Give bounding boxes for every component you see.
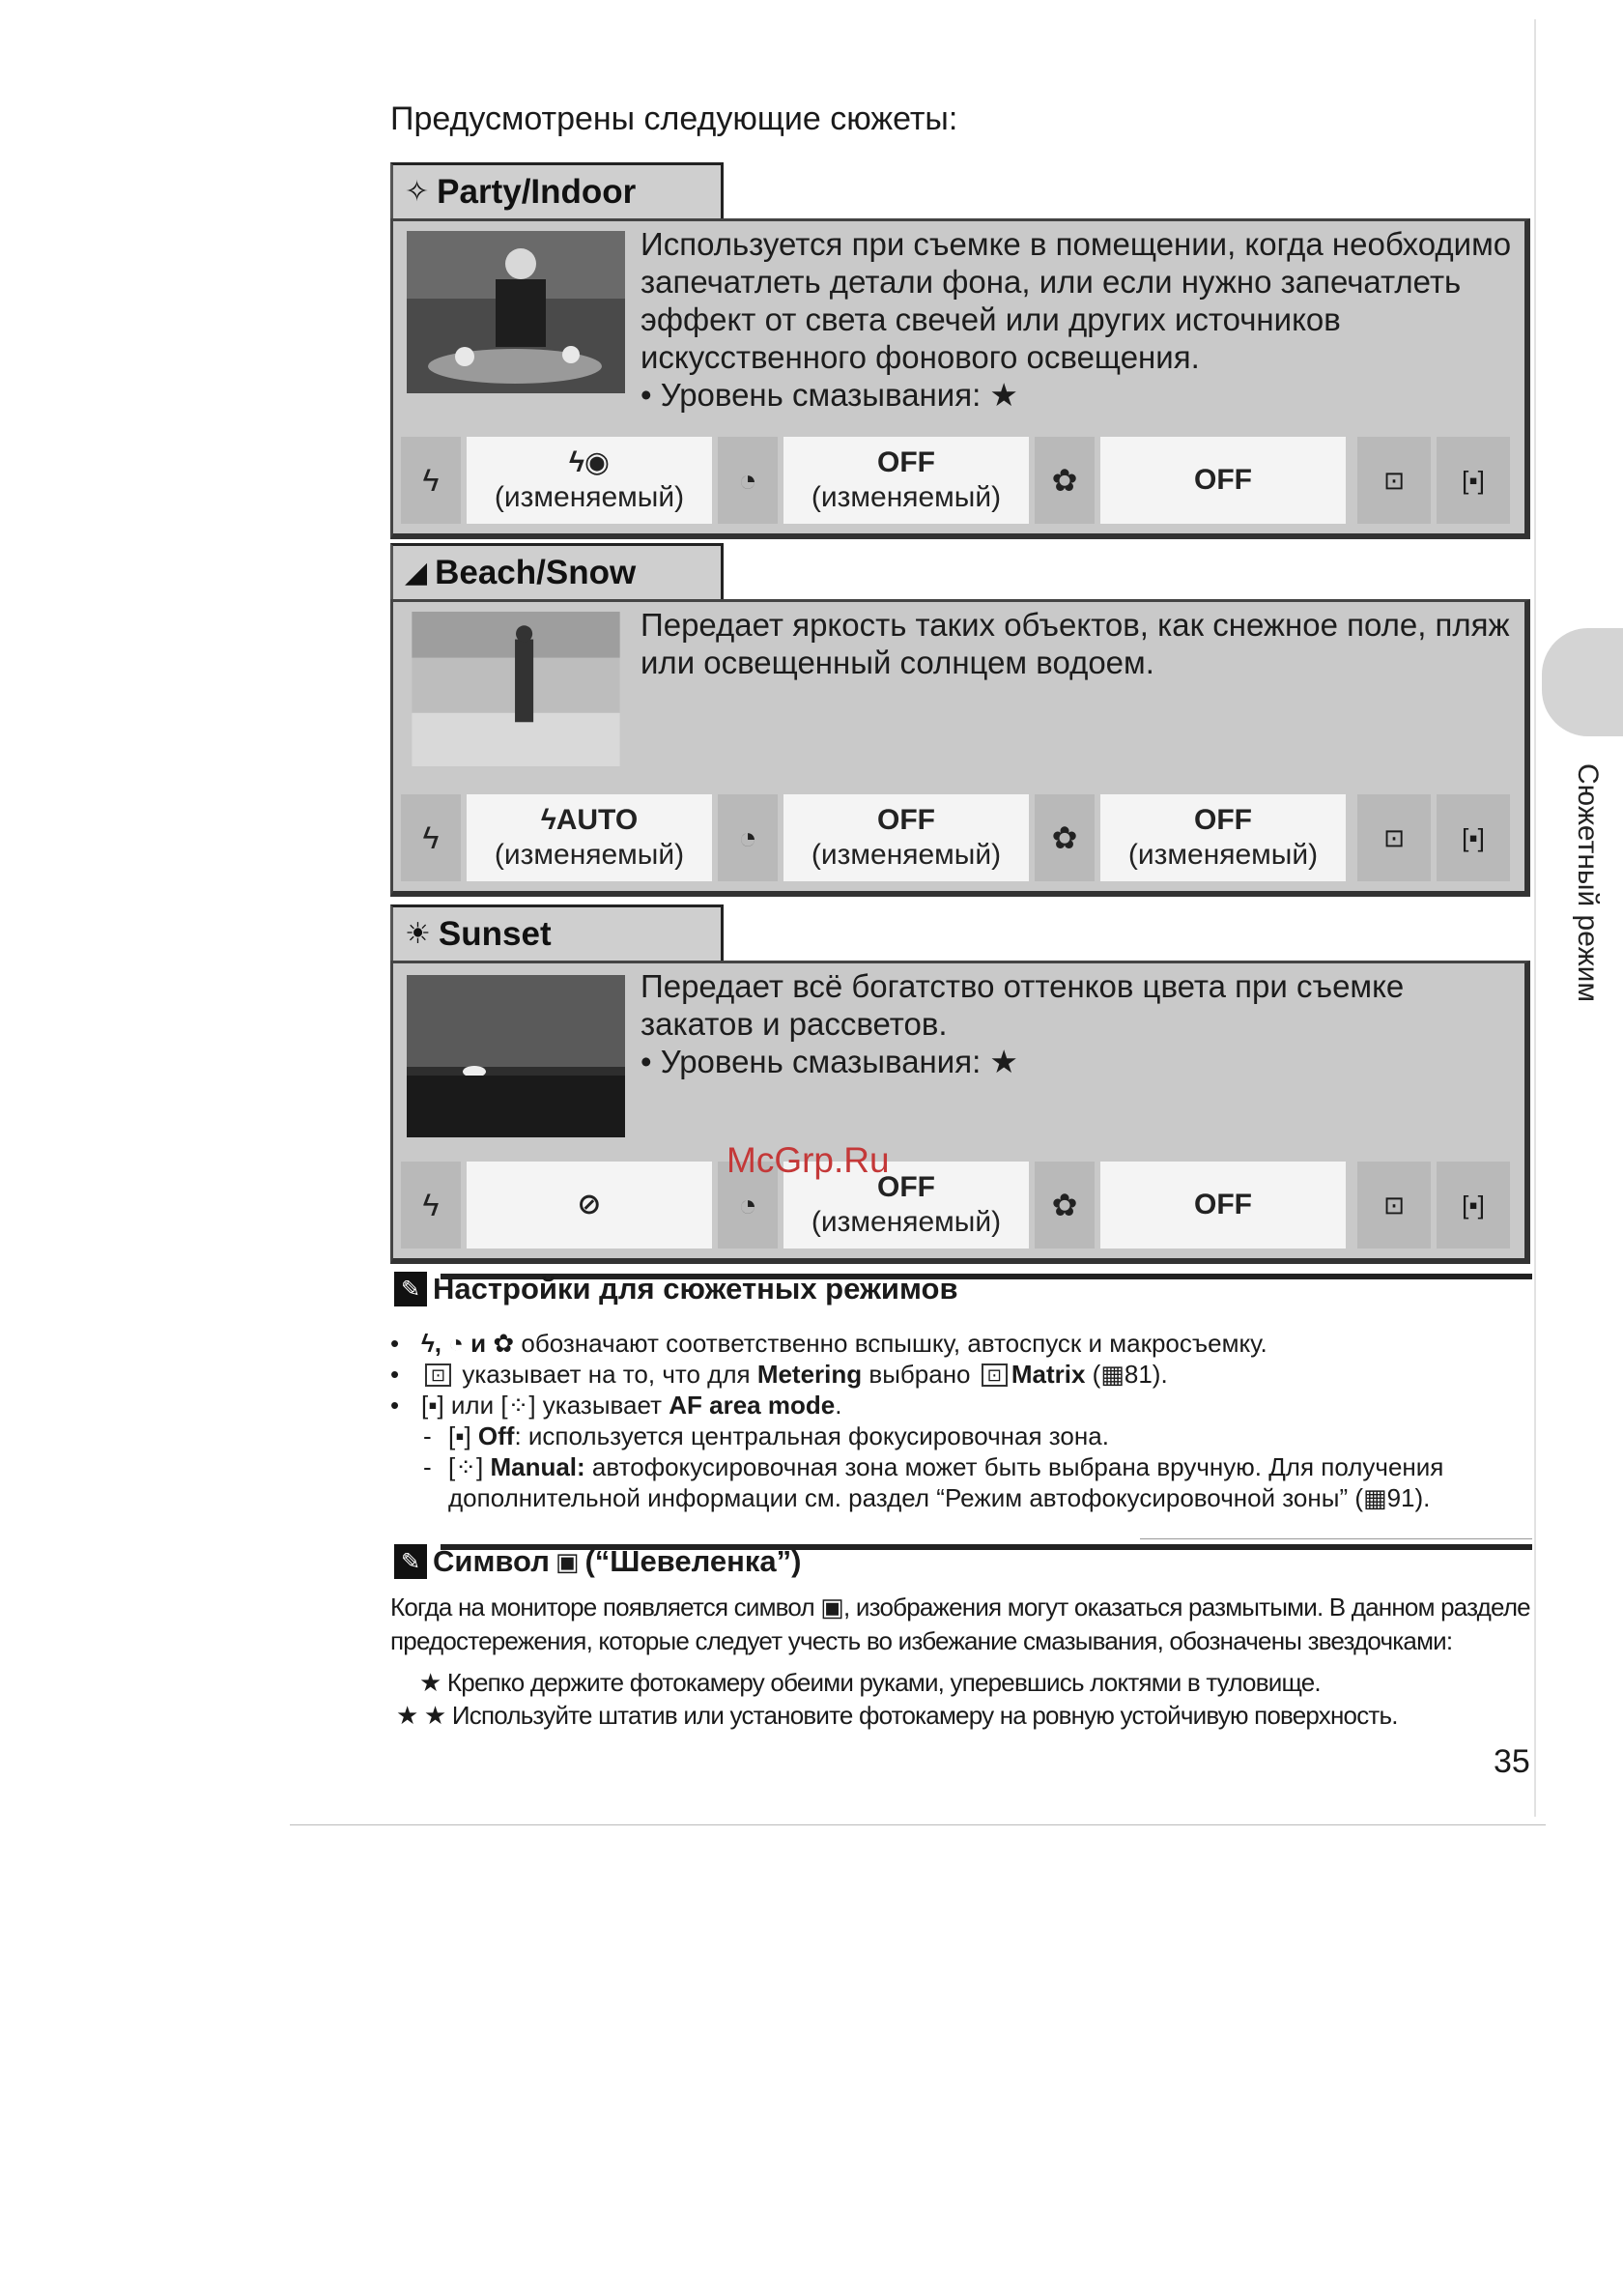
self-timer-icon: ◔ xyxy=(718,794,778,881)
timer-mode: OFF xyxy=(877,804,935,836)
settings-row xyxy=(401,437,1517,524)
metering-icon: ⊡ xyxy=(1357,437,1431,524)
off-term: Off xyxy=(477,1421,515,1450)
matrix-term: Matrix xyxy=(1011,1360,1086,1389)
flash-value xyxy=(467,794,712,881)
macro-icon: ✿ xyxy=(1035,1162,1095,1248)
description-text: Передает яркость таких объектов, как снежное поле, пляж или освещенный солнцем водоем. xyxy=(641,607,1510,680)
settings-row xyxy=(401,794,1517,881)
flash-icon: ϟ xyxy=(401,794,461,881)
scene-panel xyxy=(390,599,1530,897)
af-area-icon: [▪] xyxy=(1437,437,1510,524)
side-section-label: Сюжетный режим xyxy=(1572,763,1604,1003)
beach-photo xyxy=(407,612,625,766)
af-manual-icon: [⁘] xyxy=(448,1452,484,1481)
side-thumb-tab xyxy=(1542,628,1623,736)
scene-description xyxy=(641,967,1520,1080)
scene-tab xyxy=(390,904,724,961)
list-item xyxy=(386,1328,1536,1359)
flash-note: (изменяемый) xyxy=(494,481,685,513)
flash-note: (изменяемый) xyxy=(494,839,685,871)
page-number: 35 xyxy=(1494,1743,1530,1780)
shake-title: Символ xyxy=(433,1544,550,1578)
list-text: : используется центральная фокусировочная зона. xyxy=(514,1421,1109,1450)
glyph-legend: ϟ, ◔ и ✿ xyxy=(421,1329,515,1358)
description-text: Передает всё богатство оттенков цвета при съемке закатов и рассветов. xyxy=(641,968,1405,1042)
scene-party-indoor xyxy=(390,162,1530,539)
macro-note: (изменяемый) xyxy=(1127,839,1319,871)
shake-thin-rule xyxy=(1140,1538,1532,1539)
macro-icon: ✿ xyxy=(1035,437,1095,524)
shake-warning-icon: ▣ xyxy=(555,1546,580,1576)
note-icon: ✎ xyxy=(394,1272,427,1306)
timer-value xyxy=(783,794,1029,881)
metering-icon: ⊡ xyxy=(1357,794,1431,881)
blur-level: • Уровень смазывания: ★ xyxy=(641,377,1018,413)
party-photo xyxy=(407,231,625,393)
timer-mode: OFF xyxy=(877,1171,935,1203)
sunset-icon: ☀ xyxy=(405,918,431,950)
af-area-icon: [▪] xyxy=(1437,794,1510,881)
watermark: McGrp.Ru xyxy=(726,1140,890,1180)
macro-mode: OFF xyxy=(1194,1189,1252,1220)
settings-note-list xyxy=(386,1328,1536,1513)
scene-sunset xyxy=(390,904,1530,1264)
timer-note: (изменяемый) xyxy=(811,839,1002,871)
flash-icon: ϟ xyxy=(401,437,461,524)
flash-icon: ϟ xyxy=(401,1162,461,1248)
pencil-icon: ✎ xyxy=(394,1544,427,1579)
list-item xyxy=(386,1359,1536,1390)
scene-beach-snow xyxy=(390,543,1530,901)
af-area-term: AF area mode xyxy=(669,1391,836,1420)
star-tip-1: ★ Крепко держите фотокамеру обеими руками, уперевшись локтями в туловище. xyxy=(419,1668,1321,1697)
scene-title: Sunset xyxy=(438,914,552,953)
timer-note: (изменяемый) xyxy=(811,1206,1002,1238)
page-ref: 81). xyxy=(1124,1360,1168,1389)
self-timer-icon: ◔ xyxy=(718,1162,778,1248)
af-area-icon: [▪] xyxy=(1437,1162,1510,1248)
blur-level: • Уровень смазывания: ★ xyxy=(641,1044,1018,1079)
af-manual-icon: [⁘] xyxy=(500,1391,536,1420)
shake-description xyxy=(390,1591,1540,1658)
sub-item xyxy=(386,1421,1536,1451)
macro-mode: OFF xyxy=(1194,804,1252,836)
settings-note-heading xyxy=(394,1272,958,1306)
macro-value xyxy=(1100,794,1346,881)
flash-mode: ϟ◉ xyxy=(568,446,611,478)
metering-term: Metering xyxy=(756,1360,863,1389)
page-ref-icon: ▦ xyxy=(1362,1483,1387,1512)
shake-text: Когда на мониторе появляется символ xyxy=(390,1593,814,1622)
shake-note-heading xyxy=(394,1544,801,1579)
scene-tab xyxy=(390,543,724,599)
scene-description xyxy=(641,225,1520,414)
metering-icon: ⊡ xyxy=(425,1363,451,1387)
list-text: ( xyxy=(1085,1360,1101,1389)
scene-panel xyxy=(390,961,1530,1264)
settings-row xyxy=(401,1162,1517,1248)
star-tip-2: ★ ★ Используйте штатив или установите фотокамеру на ровную устойчивую поверхность. xyxy=(396,1701,1398,1730)
scene-description xyxy=(641,606,1520,681)
flash-value xyxy=(467,1162,712,1248)
shake-warning-icon: ▣ xyxy=(820,1593,844,1622)
self-timer-icon: ◔ xyxy=(718,437,778,524)
flash-off-icon: ⊘ xyxy=(577,1189,602,1220)
list-text: автофокусировочная зона может быть выбрана вручную. Для получения дополнительной информации см. раздел “Режим автофокусировочной зоны” ( xyxy=(448,1452,1444,1512)
bottom-rule xyxy=(290,1824,1546,1825)
description-text: Используется при съемке в помещении, когда необходимо запечатлеть детали фона, или если нужно запечатлеть эффект от света свечей или других источников искусственного фонового освещения. xyxy=(641,226,1512,375)
af-center-icon: [▪] xyxy=(421,1391,444,1420)
shake-title-quote: (“Шевеленка”) xyxy=(584,1544,802,1578)
macro-icon: ✿ xyxy=(1035,794,1095,881)
metering-icon: ⊡ xyxy=(1357,1162,1431,1248)
flash-mode: ϟAUTO xyxy=(540,804,639,836)
scene-panel xyxy=(390,218,1530,539)
list-text: обозначают соответственно вспышку, автоспуск и макросъемку. xyxy=(514,1329,1267,1358)
sunset-photo xyxy=(407,973,625,1139)
macro-mode: OFF xyxy=(1194,464,1252,496)
scene-tab xyxy=(390,162,724,218)
intro-text: Предусмотрены следующие сюжеты: xyxy=(390,100,958,137)
timer-value xyxy=(783,437,1029,524)
macro-value xyxy=(1100,1162,1346,1248)
page-ref-icon: ▦ xyxy=(1100,1360,1125,1389)
manual-term: Manual: xyxy=(490,1452,585,1481)
af-center-icon: [▪] xyxy=(448,1421,471,1450)
timer-note: (изменяемый) xyxy=(811,481,1002,513)
scene-title: Party/Indoor xyxy=(437,172,637,211)
macro-value xyxy=(1100,437,1346,524)
list-text: . xyxy=(835,1391,842,1420)
timer-mode: OFF xyxy=(877,446,935,478)
scene-title: Beach/Snow xyxy=(435,553,637,591)
list-text: или xyxy=(443,1391,501,1420)
list-item xyxy=(386,1390,1536,1421)
beach-snow-icon: ◢ xyxy=(405,557,428,588)
metering-icon: ⊡ xyxy=(982,1363,1008,1387)
flash-value xyxy=(467,437,712,524)
page-ref: 91). xyxy=(1386,1483,1431,1512)
sub-item xyxy=(386,1451,1536,1513)
shake-text: , изображения могут оказаться размытыми. В данном разделе предостережения, которые следует учесть во избежание смазывания, обозначены звездочками: xyxy=(390,1593,1530,1655)
settings-note-title: Настройки для сюжетных режимов xyxy=(433,1272,958,1306)
list-text: указывает на то, что для xyxy=(455,1360,757,1389)
party-icon: ✧ xyxy=(405,176,430,208)
list-text: указывает xyxy=(535,1391,669,1420)
list-text: выбрано xyxy=(862,1360,978,1389)
